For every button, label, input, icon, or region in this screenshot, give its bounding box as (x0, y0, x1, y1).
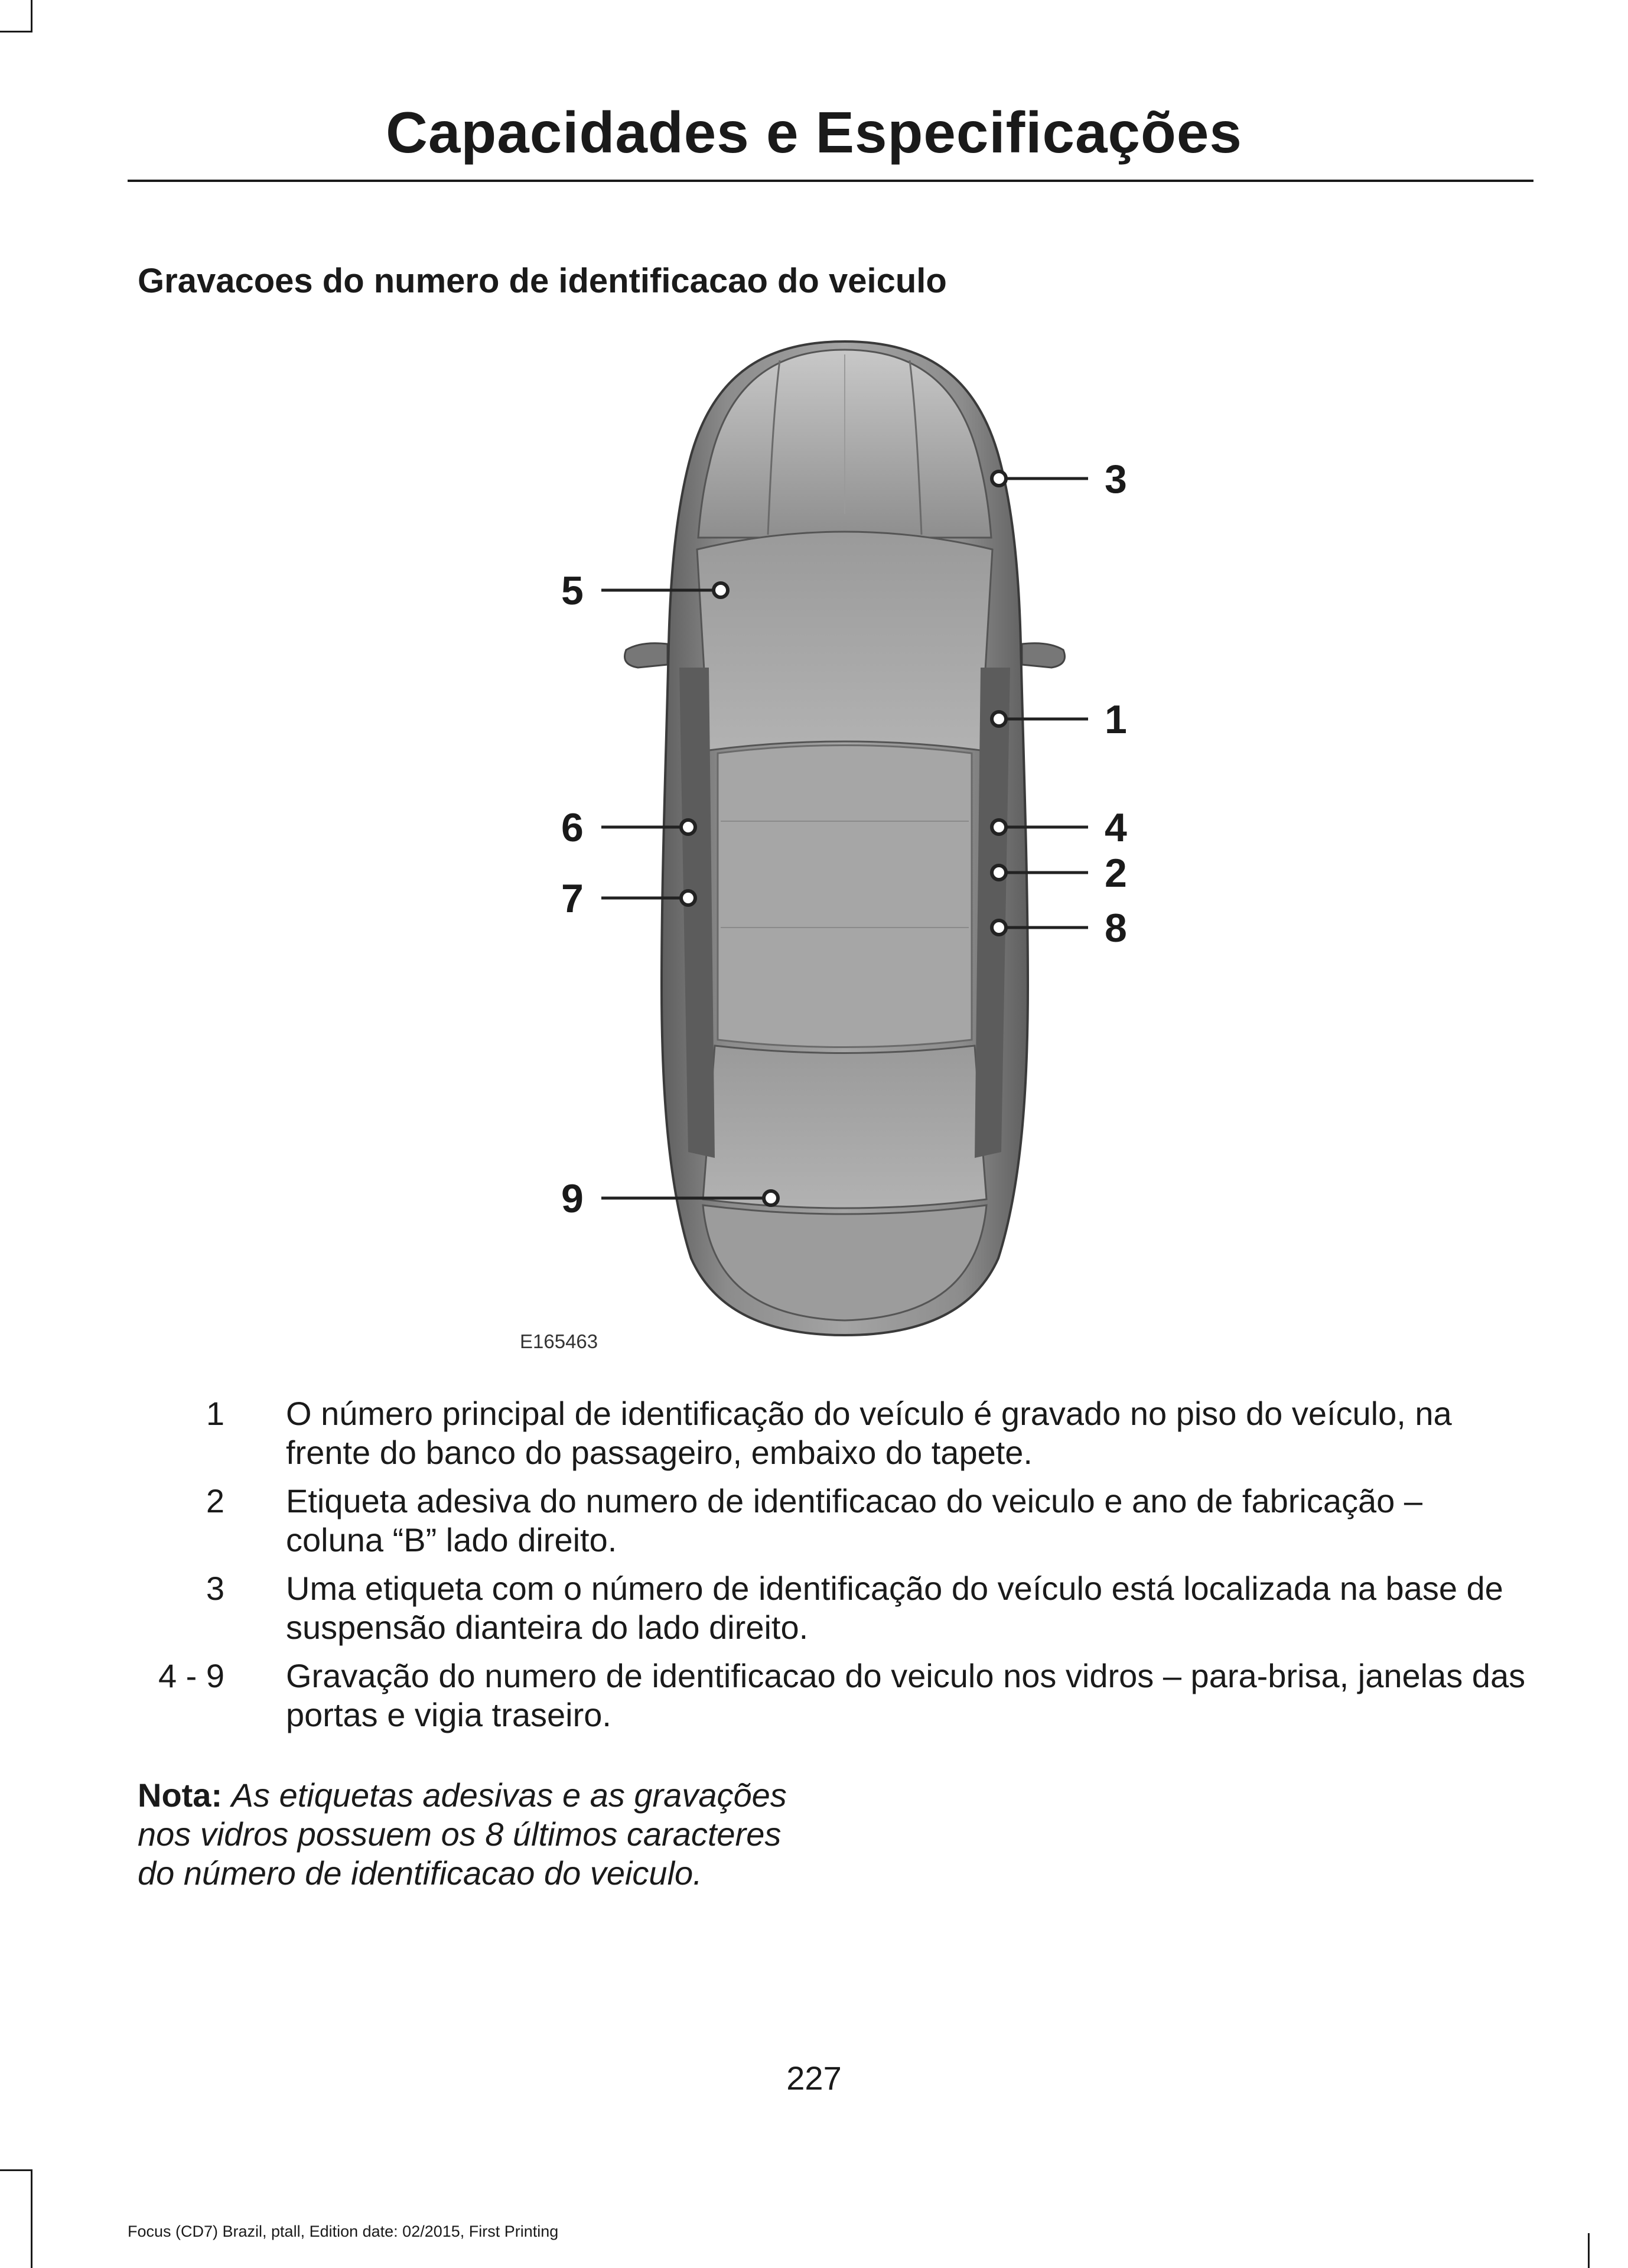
windshield (697, 532, 992, 750)
page-number: 227 (786, 2059, 842, 2097)
callout-1: 1 (1105, 697, 1127, 742)
footer-edition-text: Focus (CD7) Brazil, ptall, Edition date: 02/2015, First Printing (128, 2223, 559, 2240)
callout-4: 4 (1105, 805, 1127, 850)
legend-key: 2 (206, 1482, 224, 1519)
legend-text: Uma etiqueta com o número de identificação do veículo está localizada na base de suspensão dianteira do lado direito. (286, 1570, 1503, 1646)
rear-window (703, 1046, 986, 1208)
section-heading: Gravacoes do numero de identificacao do veiculo (138, 262, 947, 300)
legend-key: 4 - 9 (158, 1657, 224, 1694)
crop-mark-top-left-v (31, 0, 32, 32)
legend-text: O número principal de identificação do veículo é gravado no piso do veículo, na frente do banco do passageiro, embaixo do tapete. (286, 1395, 1452, 1471)
callout-5: 5 (561, 568, 584, 613)
crop-mark-top-left-h (0, 31, 31, 32)
callout-8: 8 (1105, 906, 1127, 951)
left-mirror (625, 643, 668, 668)
callout-9: 9 (561, 1176, 584, 1221)
roof (718, 746, 972, 1047)
legend-text: Etiqueta adesiva do numero de identificacao do veiculo e ano de fabricação – coluna “B” lado direito. (286, 1482, 1422, 1558)
callout-2: 2 (1105, 851, 1127, 896)
crop-mark-bottom-right-v (1588, 2233, 1590, 2268)
note-label: Nota: (138, 1776, 223, 1814)
page-title: Capacidades e Especificações (386, 100, 1242, 165)
crop-mark-bottom-left-v (31, 2169, 32, 2268)
callout-6: 6 (561, 805, 584, 850)
legend-text: Gravação do numero de identificacao do veiculo nos vidros – para-brisa, janelas das portas e vigia traseiro. (286, 1657, 1526, 1733)
legend-key: 1 (206, 1395, 224, 1432)
legend-key: 3 (206, 1570, 224, 1607)
figure-code: E165463 (520, 1330, 598, 1352)
note-text: As etiquetas adesivas e as gravações nos vidros possuem os 8 últimos caracteres do número de identificacao do veiculo. (138, 1776, 787, 1892)
note-paragraph (138, 1776, 817, 1893)
right-mirror (1022, 643, 1065, 668)
vehicle-vin-location-figure (520, 337, 1170, 1359)
title-divider (128, 180, 1533, 182)
crop-mark-bottom-left-h (0, 2169, 31, 2171)
callout-3: 3 (1105, 457, 1127, 502)
callout-7: 7 (561, 876, 584, 921)
